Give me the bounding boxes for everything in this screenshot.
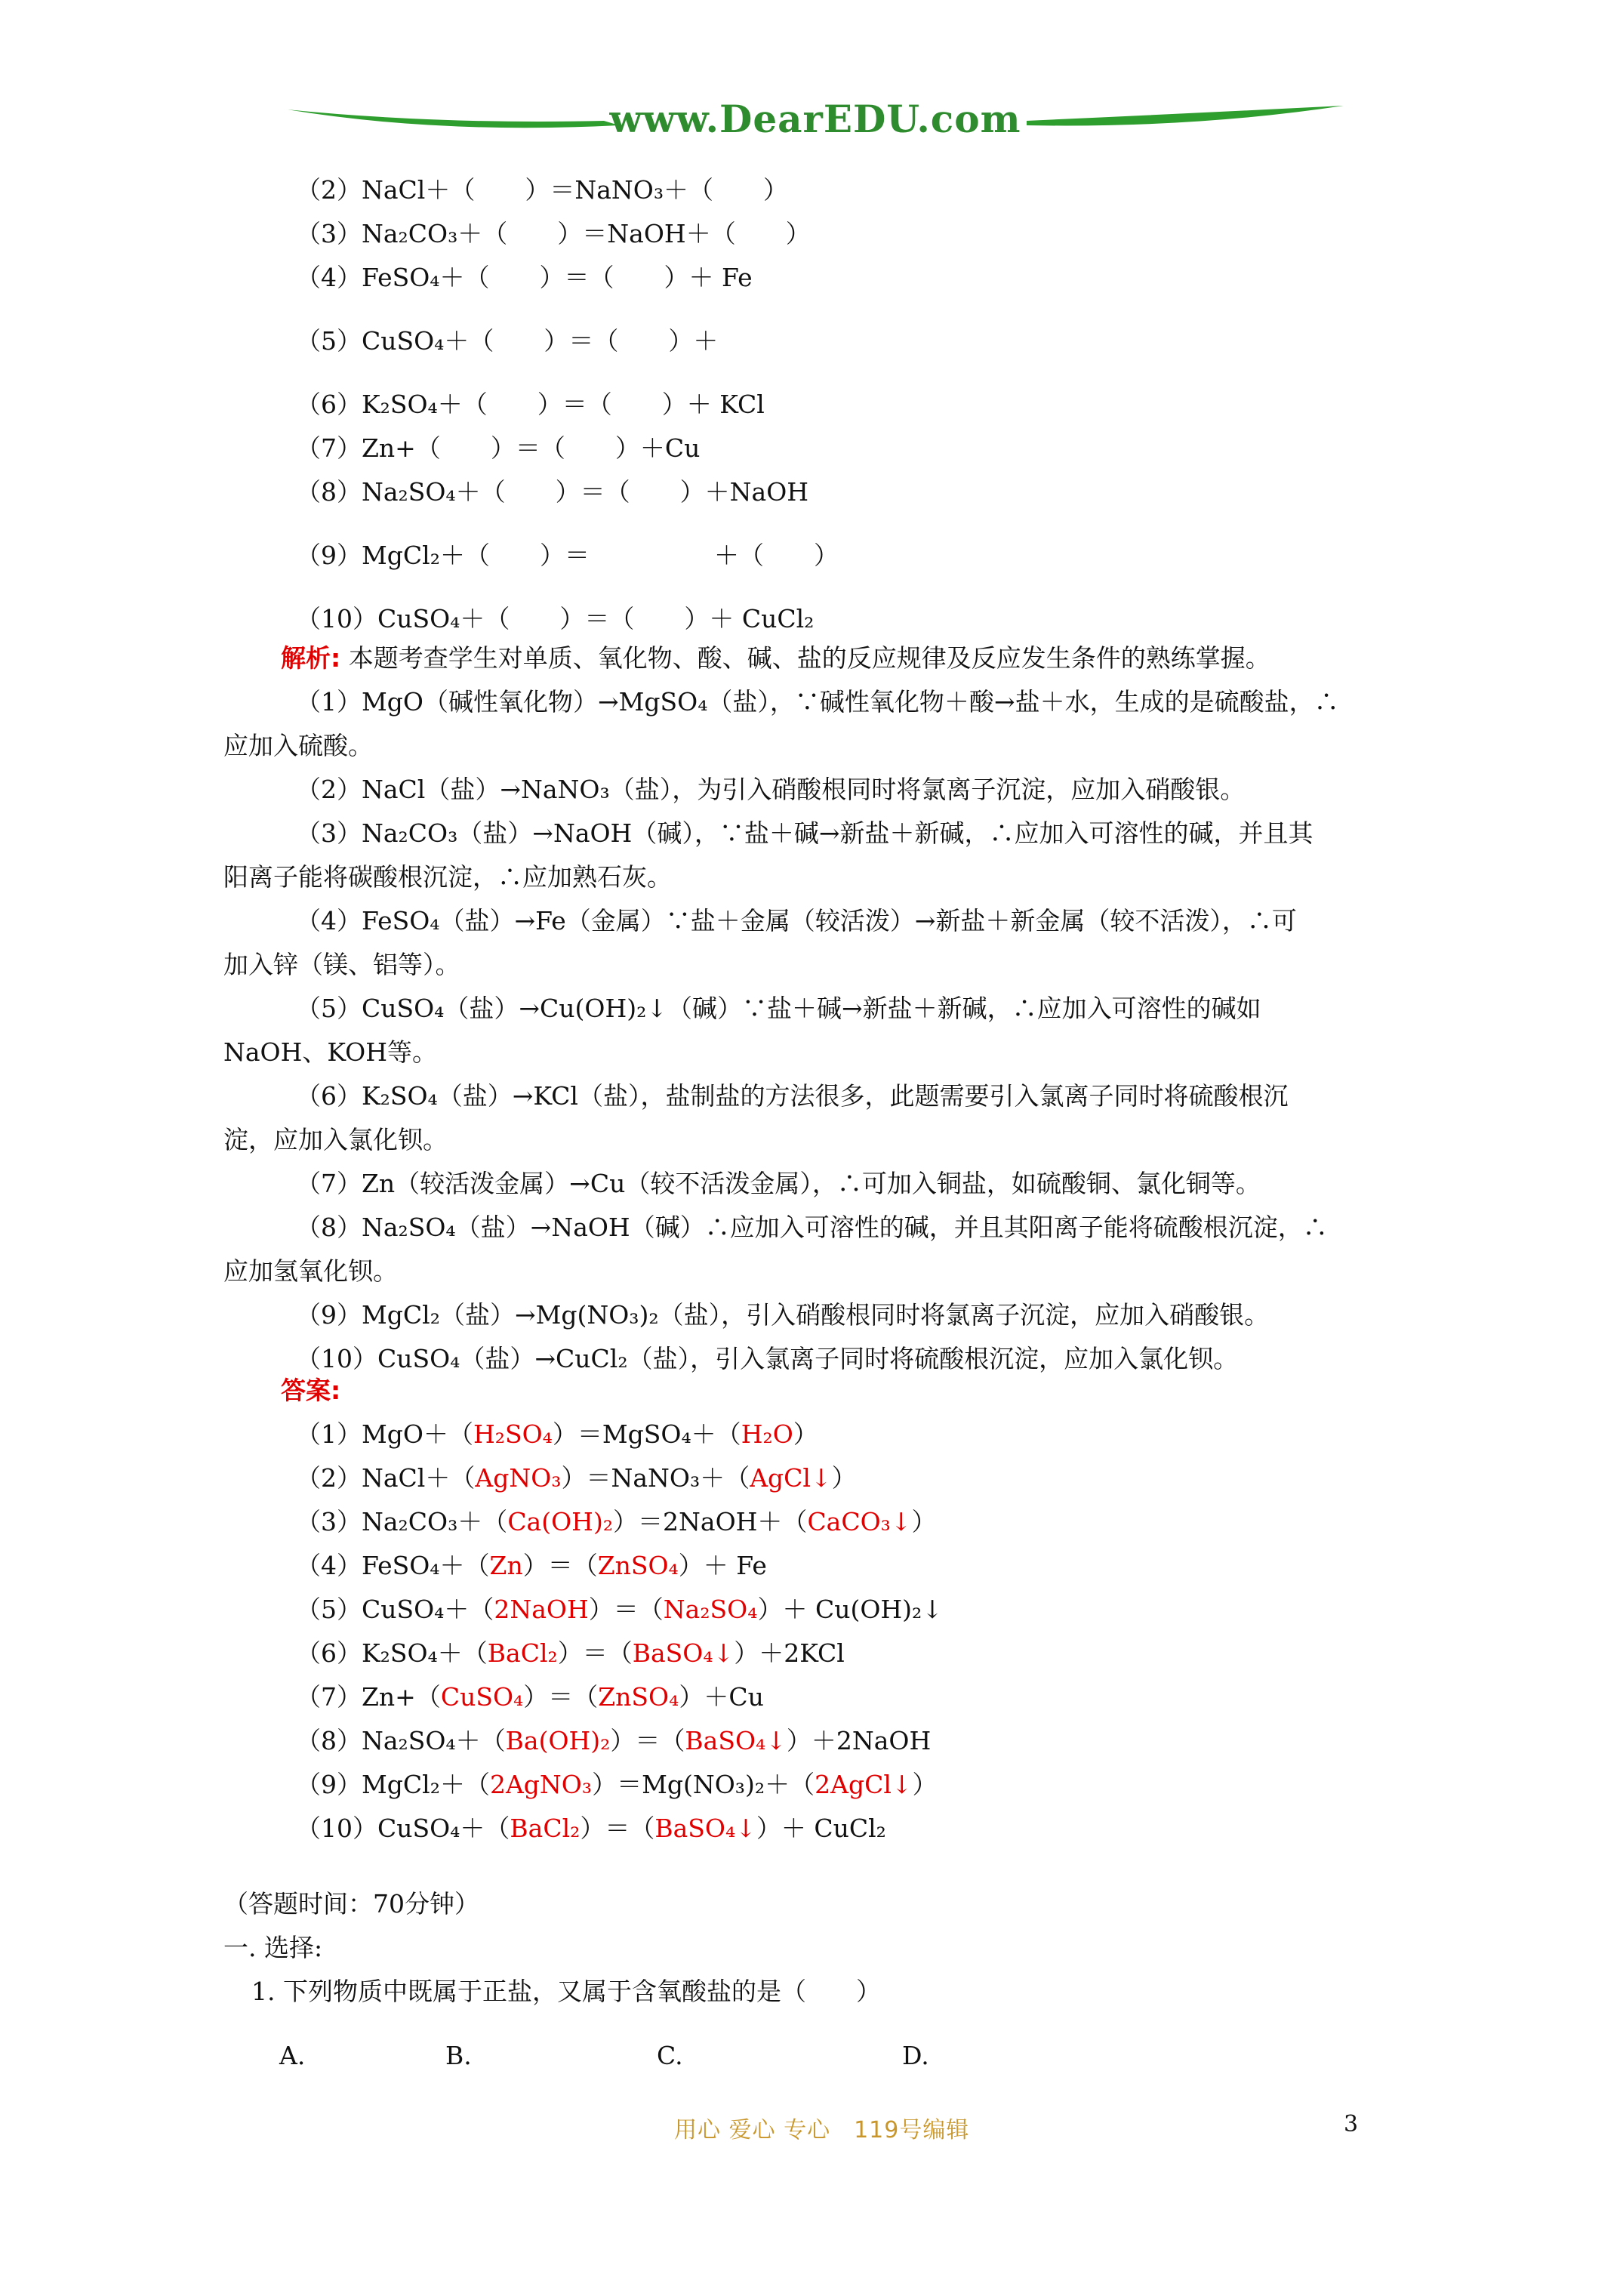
analysis-line: 应加氢氧化钡。 [223,1256,398,1286]
answer-text: （8）Na₂SO₄＋（ [296,1726,506,1755]
answer-fill: 2AgCl↓ [815,1770,913,1799]
answer-text: （1）MgO＋（ [296,1419,473,1449]
option-c: C. [657,2041,683,2070]
answer-fill: ZnSO₄ [598,1682,679,1712]
analysis-line: （9）MgCl₂（盐）→Mg(NO₃)₂（盐），引入硝酸根同时将氯离子沉淀，应加入硝酸银。 [296,1300,1270,1330]
answer-fill: AgNO₃ [475,1463,562,1493]
answer-text: ）＋2NaOH [786,1726,932,1755]
answer-fill: CaCO₃↓ [807,1507,912,1536]
answer-fill: 2AgNO₃ [489,1770,593,1799]
analysis-line: NaOH、KOH等。 [223,1037,437,1067]
answer-line [296,1595,943,1625]
answer-fill: BaSO₄↓ [632,1638,735,1668]
answer-fill: BaSO₄↓ [685,1726,787,1755]
answer-line [296,1463,857,1493]
footer-text: 用心 爱心 专心 119号编辑 [674,2117,970,2143]
question-line: （9）MgCl₂＋（ ）＝ ＋（ ） [296,541,839,570]
answer-fill: AgCl↓ [750,1463,832,1493]
page-number: 3 [1344,2111,1359,2137]
analysis-line: （10）CuSO₄（盐）→CuCl₂（盐），引入氯离子同时将硫酸根沉淀，应加入氯化钡。 [296,1344,1239,1373]
answer-text: ）＝Mg(NO₃)₂＋（ [592,1770,815,1799]
answer-line [296,1638,845,1669]
time-note: （答题时间：70分钟） [223,1889,479,1918]
answer-text: （5）CuSO₄＋（ [296,1595,494,1624]
analysis-line: （1）MgO（碱性氧化物）→MgSO₄（盐），∵碱性氧化物＋酸→盐＋水，生成的是硫酸盐，∴ [296,687,1339,717]
analysis-heading [281,643,1270,673]
answer-fill: BaCl₂ [487,1638,558,1668]
answer-text: （3）Na₂CO₃＋（ [296,1507,508,1536]
answer-fill: ZnSO₄ [597,1551,679,1580]
analysis-line: （7）Zn（较活泼金属）→Cu（较不活泼金属），∴可加入铜盐，如硫酸铜、氯化铜等。 [296,1169,1261,1198]
answer-fill: Na₂SO₄ [663,1595,758,1624]
answer-text: ）＝（ [610,1726,685,1755]
question-line: （10）CuSO₄＋（ ）＝（ ）＋ CuCl₂ [296,604,815,633]
answer-text: ）＝（ [523,1682,599,1712]
answer-text: ）＋ Fe [678,1551,767,1580]
answer-fill: H₂SO₄ [473,1419,553,1449]
answer-text: ）＋ Cu(OH)₂↓ [757,1595,943,1624]
answer-fill: Ca(OH)₂ [507,1507,614,1536]
answer-text: （9）MgCl₂＋（ [296,1770,490,1799]
question-line: （3）Na₂CO₃＋（ ）＝NaOH＋（ ） [296,219,811,248]
question-line: （7）Zn+（ ）＝（ ）＋Cu [296,433,701,463]
answer-text: ） [831,1463,857,1493]
analysis-label: 解析: [281,643,341,673]
analysis-line: （5）CuSO₄（盐）→Cu(OH)₂↓（碱）∵盐＋碱→新盐＋新碱，∴应加入可溶性的碱如 [296,994,1261,1023]
answer-text: ） [911,1507,937,1536]
analysis-line: （6）K₂SO₄（盐）→KCl（盐），盐制盐的方法很多，此题需要引入氯离子同时将硫酸根沉 [296,1081,1289,1111]
answer-fill: BaSO₄↓ [654,1814,756,1843]
answer-fill: Zn [489,1551,523,1580]
analysis-line: 应加入硫酸。 [223,731,373,760]
answer-text: ）＝MgSO₄＋（ [552,1419,741,1449]
answer-text: ）＋Cu [679,1682,764,1712]
analysis-intro: 本题考查学生对单质、氧化物、酸、碱、盐的反应规律及反应发生条件的熟练掌握。 [348,643,1270,673]
answer-text: ）＝（ [580,1814,655,1843]
answer-line [296,1726,931,1756]
analysis-line: 淀，应加入氯化钡。 [223,1125,448,1154]
answer-line [296,1814,886,1844]
header-banner [287,91,1344,151]
header-title: www.DearEDU.com [609,97,1021,141]
answer-text: ）＋2KCl [734,1638,845,1668]
answer-fill: Ba(OH)₂ [505,1726,611,1755]
answer-text: ）＋ CuCl₂ [756,1814,886,1843]
answer-line [296,1419,818,1450]
answer-text: ） [793,1419,818,1449]
answer-line [296,1507,937,1537]
question-line: （5）CuSO₄＋（ ）＝（ ）＋ [296,326,719,356]
answer-text: ）＝（ [522,1551,598,1580]
analysis-line: 阳离子能将碳酸根沉淀，∴应加熟石灰。 [223,862,672,892]
answer-text: （4）FeSO₄＋（ [296,1551,490,1580]
answer-text: ） [912,1770,938,1799]
question-line: （4）FeSO₄＋（ ）＝（ ）＋ Fe [296,263,753,292]
analysis-line: 加入锌（镁、铝等）。 [223,950,460,979]
question-line: （8）Na₂SO₄＋（ ）＝（ ）＋NaOH [296,477,809,507]
analysis-line: （2）NaCl（盐）→NaNO₃（盐），为引入硝酸根同时将氯离子沉淀，应加入硝酸银。 [296,775,1246,804]
option-b: B. [445,2041,472,2070]
option-a: A. [279,2041,306,2070]
analysis-line: （3）Na₂CO₃（盐）→NaOH（碱），∵盐＋碱→新盐＋新碱，∴应加入可溶性的碱，并且其 [296,818,1313,848]
question-1: 1. 下列物质中既属于正盐，又属于含氧酸盐的是（ ） [251,1977,881,2006]
question-line: （6）K₂SO₄＋（ ）＝（ ）＋ KCl [296,390,765,419]
section-heading: 一. 选择: [223,1933,323,1962]
option-d: D. [902,2041,929,2070]
analysis-line: （4）FeSO₄（盐）→Fe（金属）∵盐＋金属（较活泼）→新盐＋新金属（较不活泼），∴可 [296,906,1297,935]
question-line: （2）NaCl＋（ ）＝NaNO₃＋（ ） [296,175,789,205]
answer-text: （10）CuSO₄＋（ [296,1814,510,1843]
answer-fill: CuSO₄ [440,1682,524,1712]
answer-text: ）＝NaNO₃＋（ [561,1463,750,1493]
analysis-line: （8）Na₂SO₄（盐）→NaOH（碱）∴应加入可溶性的碱，并且其阳离子能将硫酸根沉淀，∴ [296,1213,1328,1242]
answer-text: ）＝（ [557,1638,633,1668]
answer-fill: BaCl₂ [510,1814,581,1843]
answer-text: （2）NaCl＋（ [296,1463,476,1493]
answer-fill: 2NaOH [494,1595,589,1624]
answer-text: （7）Zn+（ [296,1682,441,1712]
answer-text: ）＝2NaOH＋（ [613,1507,808,1536]
answers-label: 答案: [281,1376,341,1405]
answer-fill: H₂O [741,1419,793,1449]
answer-text: ）＝（ [588,1595,664,1624]
answer-line [296,1770,938,1800]
answer-line [296,1551,767,1581]
answer-line [296,1682,764,1712]
answer-text: （6）K₂SO₄＋（ [296,1638,488,1668]
